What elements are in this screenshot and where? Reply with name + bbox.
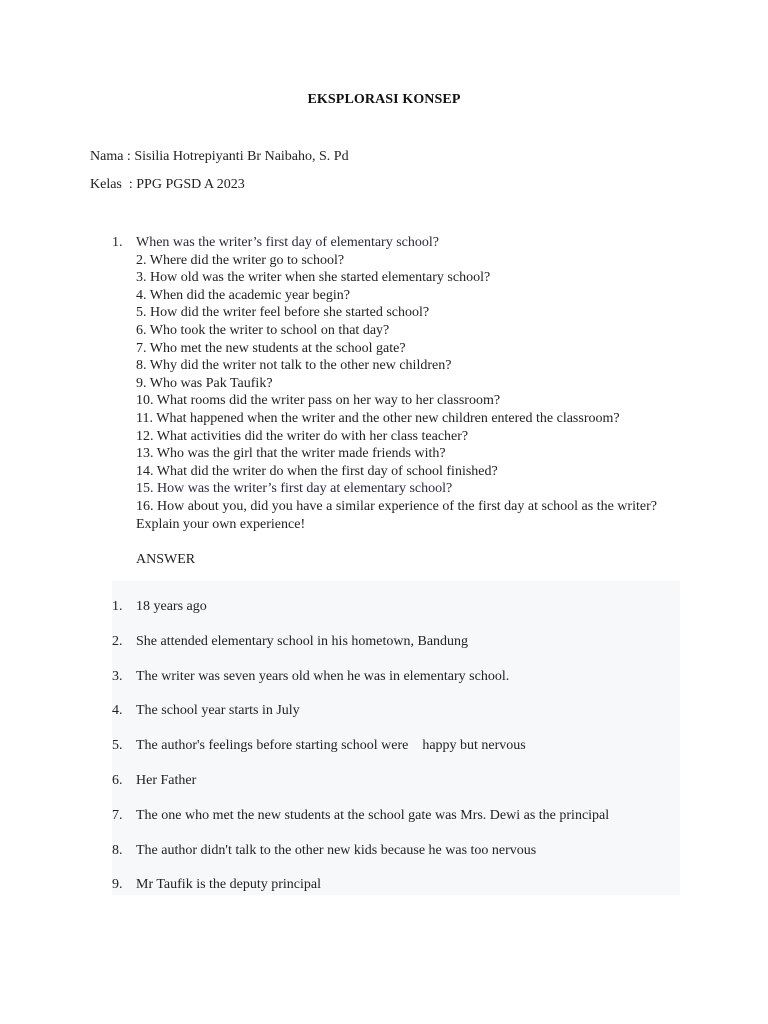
- question-item: 9. Who was Pak Taufik?: [136, 375, 273, 391]
- answer-text: The author's feelings before starting school were happy but nervous: [136, 738, 526, 754]
- answer-item: [112, 598, 680, 633]
- answer-item: [112, 807, 680, 842]
- question-item: 5. How did the writer feel before she started school?: [136, 305, 430, 321]
- answer-number: 1.: [112, 599, 123, 614]
- question-item: [112, 234, 692, 252]
- answer-text: The one who met the new students at the school gate was Mrs. Dewi as the principal: [136, 807, 610, 823]
- question-item: 8. Why did the writer not talk to the other new children?: [136, 358, 452, 374]
- question-item: 4. When did the academic year begin?: [136, 287, 350, 303]
- answer-text: She attended elementary school in his hometown, Bandung: [136, 633, 469, 649]
- question-item: 3. How old was the writer when she started elementary school?: [136, 270, 491, 286]
- question-item: 6. Who took the writer to school on that day?: [136, 322, 390, 338]
- student-name: Nama : Sisilia Hotrepiyanti Br Naibaho, S. Pd: [90, 149, 349, 164]
- question-item: 16. How about you, did you have a similar experience of the first day at school as the writer? Explain your own experience!: [136, 498, 657, 533]
- answer-number: 2.: [112, 633, 123, 649]
- answer-number: 5.: [112, 738, 123, 754]
- answer-item: [112, 737, 680, 772]
- answer-item: [112, 702, 680, 737]
- answer-item: [112, 876, 680, 911]
- answer-number: 4.: [112, 703, 123, 719]
- answer-number: 9.: [112, 877, 123, 893]
- answer-text: The author didn't talk to the other new kids because he was too nervous: [136, 842, 537, 858]
- answer-number: 3.: [112, 668, 123, 684]
- answer-item: [112, 842, 680, 877]
- page-title: EKSPLORASI KONSEP: [307, 92, 461, 107]
- answer-text: The school year starts in July: [136, 703, 300, 719]
- question-number: 1.: [112, 235, 123, 250]
- answer-item: [112, 772, 680, 807]
- question-item: 2. Where did the writer go to school?: [136, 252, 345, 268]
- answer-text: Her Father: [136, 772, 197, 788]
- answer-text: 18 years ago: [136, 599, 207, 614]
- question-item: 12. What activities did the writer do with her class teacher?: [136, 428, 469, 444]
- answer-item: [112, 633, 680, 668]
- question-item: 11. What happened when the writer and the other new children entered the classroom?: [136, 410, 620, 426]
- question-item: 14. What did the writer do when the first day of school finished?: [136, 463, 498, 479]
- question-item: 13. Who was the girl that the writer made friends with?: [136, 446, 446, 462]
- question-item: 15. How was the writer’s first day at elementary school?: [136, 481, 453, 497]
- student-class: Kelas : PPG PGSD A 2023: [90, 177, 245, 192]
- answer-heading: ANSWER: [136, 552, 196, 567]
- question-list: [112, 234, 692, 535]
- answer-list: [112, 598, 680, 911]
- question-item: 10. What rooms did the writer pass on her way to her classroom?: [136, 393, 501, 409]
- question-text: When was the writer’s first day of elementary school?: [136, 235, 439, 250]
- answer-number: 7.: [112, 807, 123, 823]
- answer-text: Mr Taufik is the deputy principal: [136, 877, 322, 893]
- question-item: 7. Who met the new students at the school gate?: [136, 340, 406, 356]
- answer-text: The writer was seven years old when he was in elementary school.: [136, 668, 510, 684]
- answer-item: [112, 668, 680, 703]
- answer-number: 8.: [112, 842, 123, 858]
- answer-number: 6.: [112, 772, 123, 788]
